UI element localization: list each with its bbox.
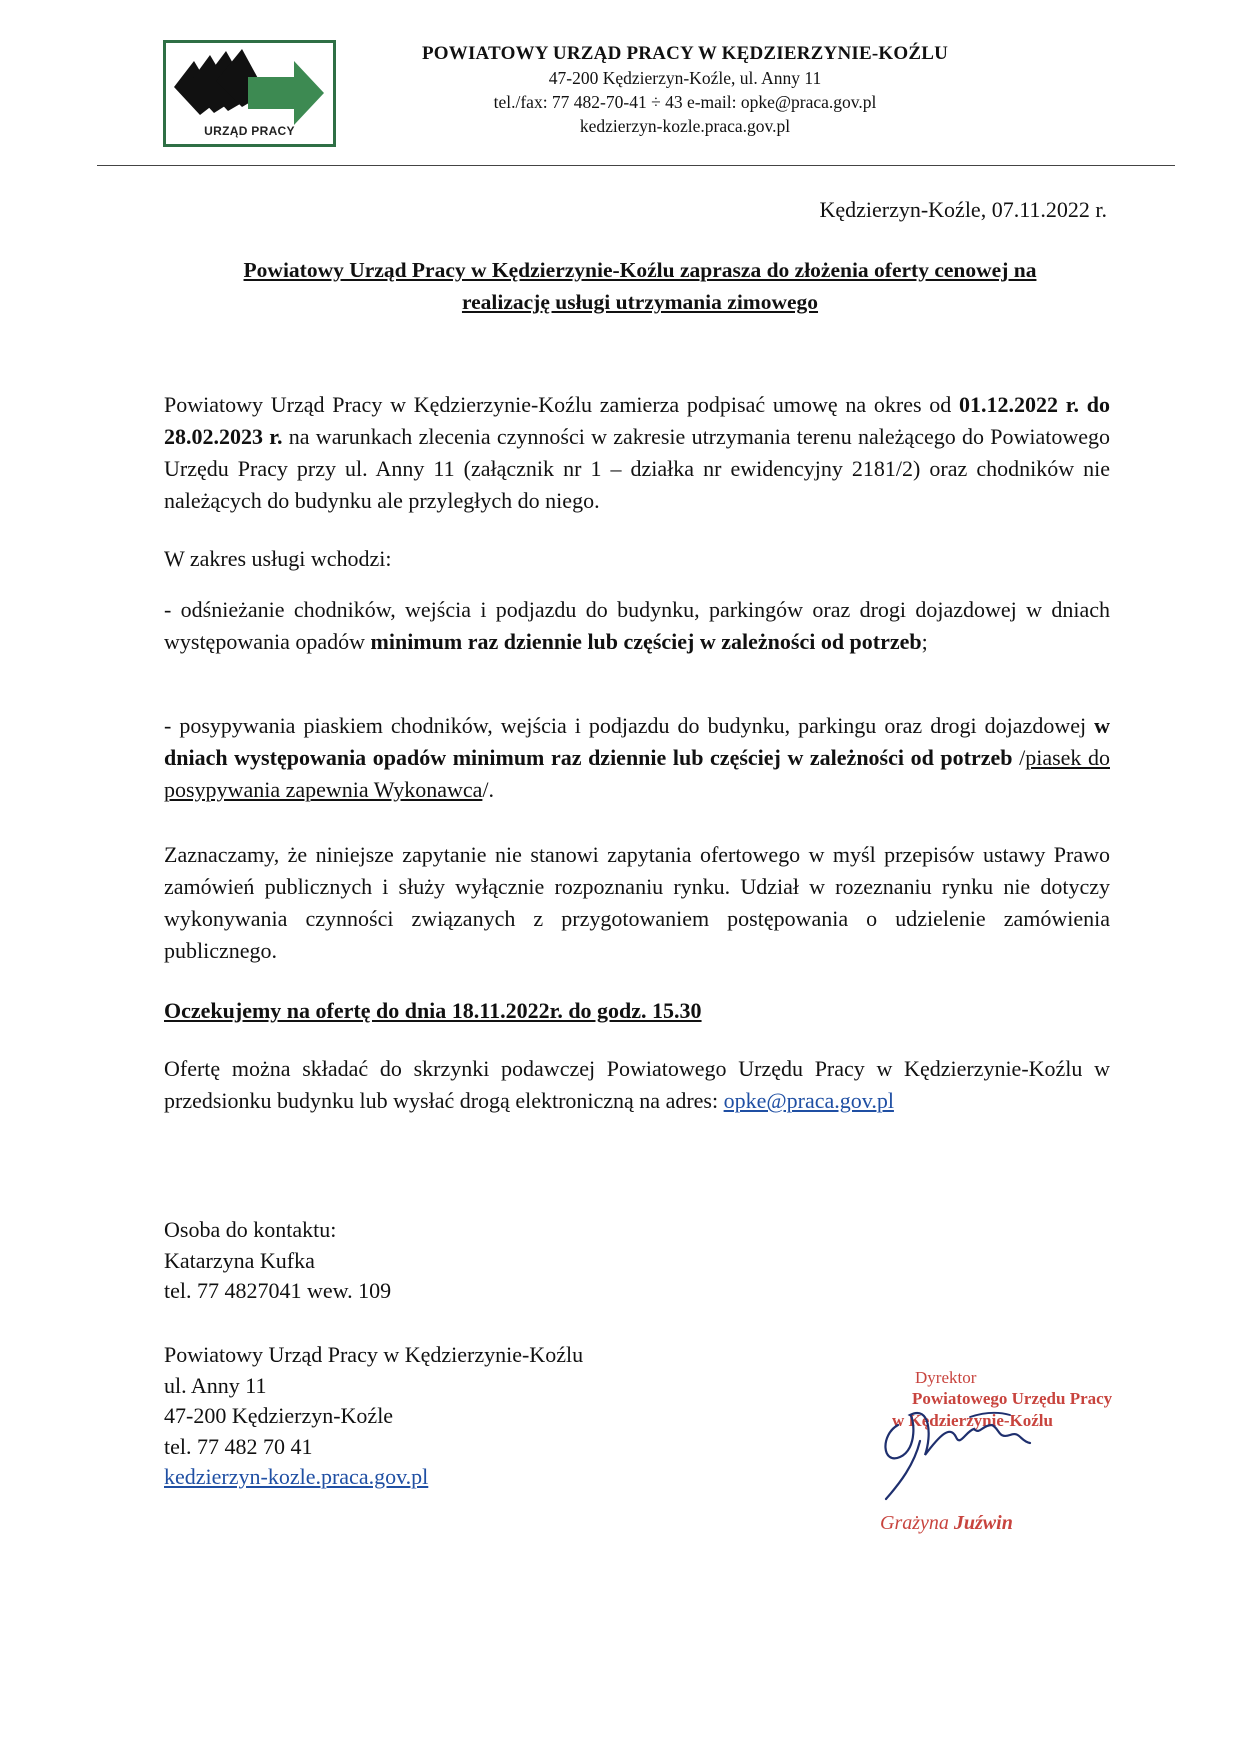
intro-text-2: na warunkach zlecenia czynności w zakresie utrzymania terenu należącego do Powiatowego Urzędu Pracy przy ul. Anny 11 (załącznik nr 1 – działka nr ewidencyjny 2181/2) oraz chodników nie należących do budynku ale przyległych do niego. <box>164 424 1111 513</box>
footer-phone: tel. 77 482 70 41 <box>164 1433 313 1459</box>
contact-name: Katarzyna Kufka <box>164 1247 315 1273</box>
signer-name <box>880 1512 1013 1535</box>
urzad-pracy-logo <box>163 40 336 147</box>
document-title <box>160 254 1120 318</box>
contact-label: Osoba do kontaktu: <box>164 1217 337 1242</box>
footer-street: ul. Anny 11 <box>164 1372 267 1398</box>
stamp-title: Dyrektor <box>915 1368 977 1387</box>
contact-block <box>164 1215 391 1307</box>
item1-end: ; <box>921 629 928 654</box>
signer-last-name: Juźwin <box>953 1512 1013 1534</box>
item1-text: - odśnieżanie chodników, wejścia i podjazdu do budynku, parkingów oraz drogi dojazdowej w dniach występowania opadów <box>164 597 1110 654</box>
email-link[interactable]: opke@praca.gov.pl <box>723 1088 894 1113</box>
office-name: POWIATOWY URZĄD PRACY W KĘDZIERZYNIE-KOŹLU <box>421 43 949 64</box>
footer-website-link[interactable]: kedzierzyn-kozle.praca.gov.pl <box>164 1464 429 1489</box>
submission-text: Ofertę można składać do skrzynki podawczej Powiatowego Urzędu Pracy w Kędzierzynie-Koźlu w przedsionku budynku lub wysłać drogą elektroniczną na adres: <box>164 1056 1110 1113</box>
letterhead <box>380 42 990 138</box>
item2-underlined: piasek do posypywania zapewnia Wykonawca <box>164 745 1110 802</box>
footer-address-block <box>164 1340 583 1493</box>
item2-bold: w dniach występowania opadów minimum raz dziennie lub częściej w zależności od potrzeb <box>164 713 1110 770</box>
signer-first-name: Grażyna <box>880 1512 949 1534</box>
document-date: Kędzierzyn-Koźle, 07.11.2022 r. <box>819 197 1107 222</box>
footer-office-name: Powiatowy Urząd Pracy w Kędzierzynie-Koźlu <box>164 1342 584 1367</box>
scope-item-snow-removal <box>164 594 1110 658</box>
office-website: kedzierzyn-kozle.praca.gov.pl <box>579 116 791 136</box>
offer-deadline: Oczekujemy na ofertę do dnia 18.11.2022r. do godz. 15.30 <box>164 998 702 1023</box>
title-line-1: Powiatowy Urząd Pracy w Kędzierzynie-Koźlu zaprasza do złożenia oferty cenowej na <box>243 258 1037 282</box>
item2-slash: / <box>1012 745 1026 770</box>
disclaimer-paragraph: Zaznaczamy, że niniejsze zapytanie nie stanowi zapytania ofertowego w myśl przepisów ustawy Prawo zamówień publicznych i służy wyłącznie rozpoznaniu rynku. Udział w rozeznaniu rynku nie dotyczy wykonywania czynności związanych z przygotowaniem postępowania o udzielenie zamówienia publicznego. <box>164 842 1110 963</box>
stamp-city: w Kędzierzynie-Koźlu <box>892 1411 1053 1430</box>
item1-bold: minimum raz dziennie lub częściej w zależności od potrzeb <box>370 629 922 654</box>
header-divider <box>97 165 1175 166</box>
item2-end: /. <box>482 777 495 802</box>
contact-phone: tel. 77 4827041 wew. 109 <box>164 1278 392 1303</box>
scope-item-sanding <box>164 710 1110 806</box>
office-address: 47-200 Kędzierzyn-Koźle, ul. Anny 11 <box>548 68 822 88</box>
logo-text: URZĄD PRACY <box>204 124 295 138</box>
intro-text-1: Powiatowy Urząd Pracy w Kędzierzynie-Koźlu zamierza podpisać umowę na okres od <box>164 392 960 417</box>
handwritten-signature <box>870 1395 1070 1505</box>
scope-heading: W zakres usługi wchodzi: <box>164 546 392 571</box>
intro-paragraph <box>164 389 1110 517</box>
item2-text: - posypywania piaskiem chodników, wejścia i podjazdu do budynku, parkingu oraz drogi dojazdowej <box>164 713 1095 738</box>
office-contact: tel./fax: 77 482-70-41 ÷ 43 e-mail: opke@praca.gov.pl <box>493 92 877 112</box>
submission-paragraph <box>164 1053 1110 1117</box>
footer-city: 47-200 Kędzierzyn-Koźle <box>164 1403 394 1428</box>
title-line-2: realizację usługi utrzymania zimowego <box>461 290 819 314</box>
stamp-office: Powiatowego Urzędu Pracy <box>912 1389 1113 1408</box>
contract-period: 01.12.2022 r. do 28.02.2023 r. <box>164 392 1110 449</box>
